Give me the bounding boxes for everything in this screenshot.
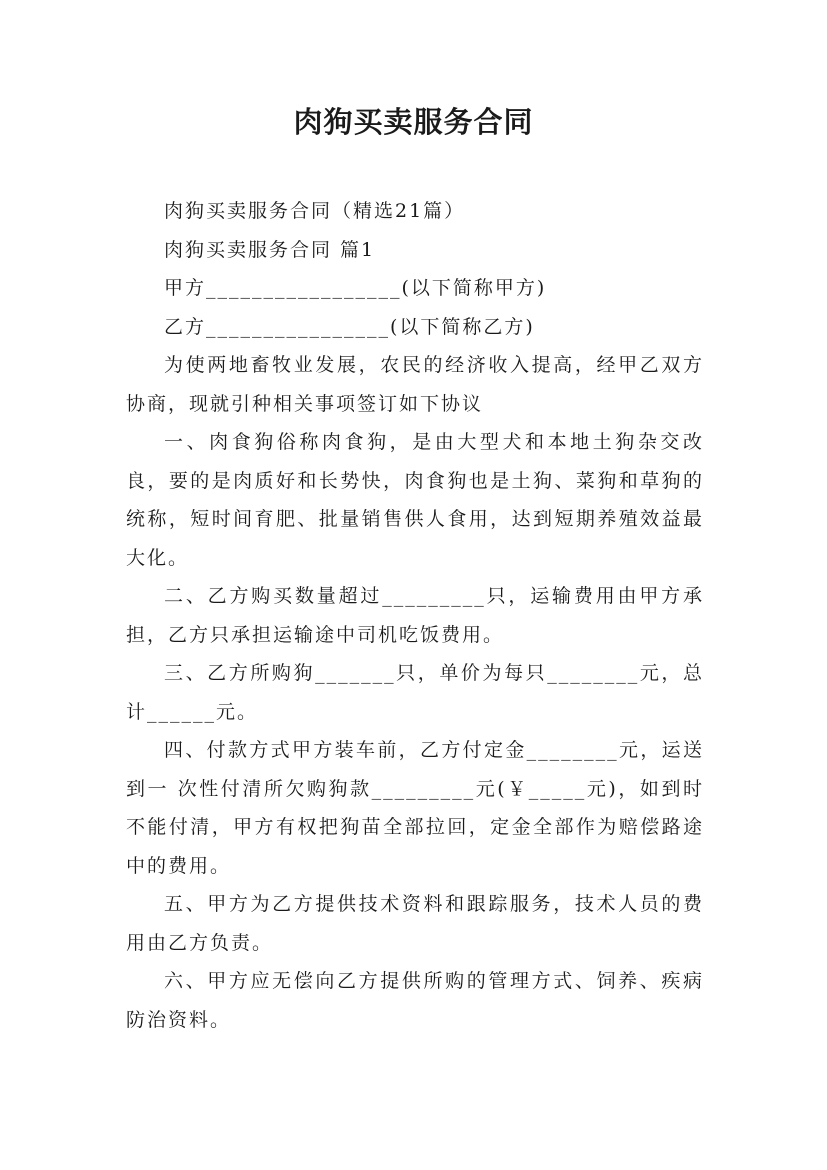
paragraph-section-heading: 肉狗买卖服务合同 篇1 — [164, 238, 376, 261]
paragraph-clause-3: 三、乙方所购狗_______只，单价为每只________元，总计______元。 — [126, 662, 704, 723]
document-title: 肉狗买卖服务合同 — [293, 105, 534, 139]
paragraph-party-b: 乙方________________(以下简称乙方) — [164, 315, 535, 338]
paragraph-clause-6: 六、甲方应无偿向乙方提供所购的管理方式、饲养、疾病防治资料。 — [126, 970, 704, 1031]
paragraph-subtitle: 肉狗买卖服务合同（精选21篇） — [164, 200, 466, 222]
paragraph-preamble: 为使两地畜牧业发展，农民的经济收入提高，经甲乙双方协商，现就引种相关事项签订如下协议 — [126, 354, 704, 415]
paragraph-clause-4: 四、付款方式甲方装车前，乙方付定金________元，运送到一 次性付清所欠购狗款_________元(￥_____元)，如到时不能付清，甲方有权把狗苗全部拉回，定金全部作为赔偿路途中的费用。 — [126, 739, 704, 877]
paragraph-clause-2: 二、乙方购买数量超过_________只，运输费用由甲方承担，乙方只承担运输途中司机吃饭费用。 — [126, 585, 704, 646]
document-body — [126, 192, 704, 1039]
paragraph-party-a: 甲方_________________(以下简称甲方) — [164, 277, 547, 299]
paragraph-clause-5: 五、甲方为乙方提供技术资料和跟踪服务，技术人员的费用由乙方负责。 — [126, 893, 704, 954]
paragraph-clause-1: 一、肉食狗俗称肉食狗，是由大型犬和本地土狗杂交改良，要的是肉质好和长势快，肉食狗也是土狗、菜狗和草狗的统称，短时间育肥、批量销售供人食用，达到短期养殖效益最大化。 — [126, 431, 704, 569]
